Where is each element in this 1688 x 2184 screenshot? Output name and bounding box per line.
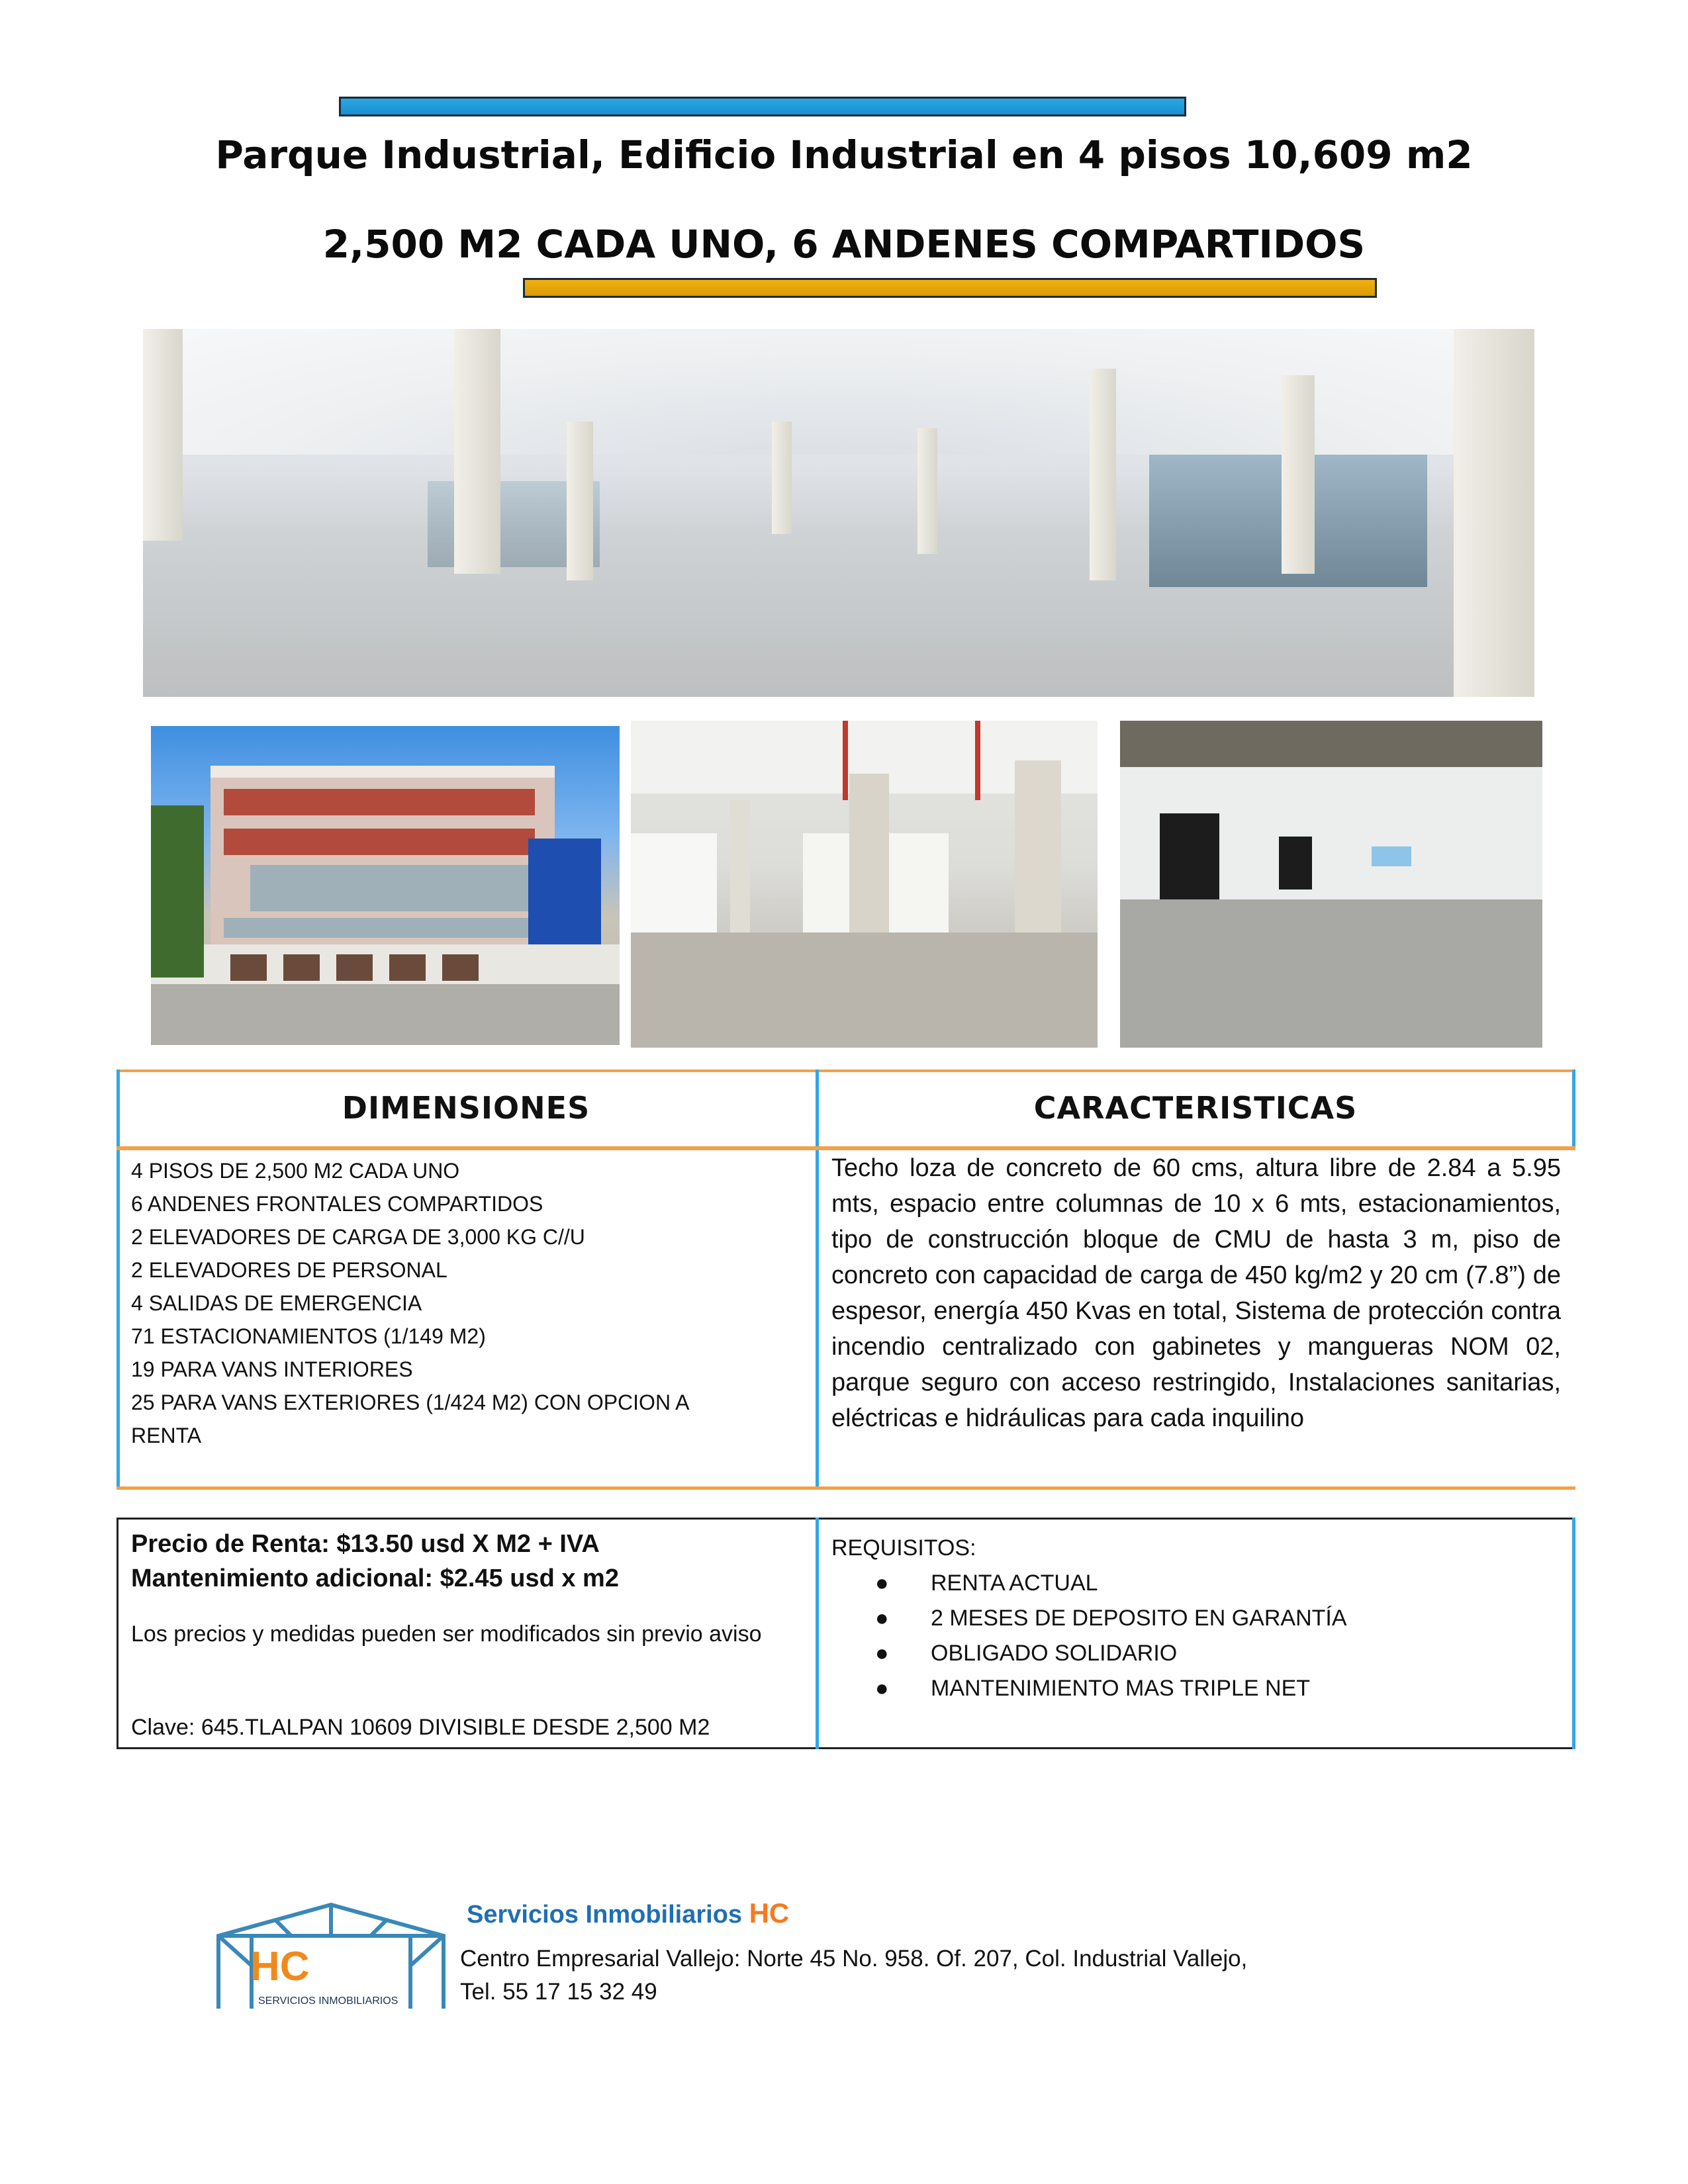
bullet-icon: ● <box>875 1570 889 1596</box>
dimensions-list <box>131 1154 793 1452</box>
blue-header-bar <box>339 97 1186 116</box>
building-exterior-photo <box>151 726 620 1045</box>
requirement-item: ● RENTA ACTUAL <box>831 1566 1347 1601</box>
rent-price: Precio de Renta: $13.50 usd X M2 + IVA <box>131 1530 600 1558</box>
interior-hall-photo <box>1120 721 1542 1048</box>
features-table <box>117 1069 1575 1493</box>
logo-subtext: SERVICIOS INMOBILIARIOS <box>258 1995 399 2007</box>
logo-text: HC <box>250 1944 310 1989</box>
dimension-item: 2 ELEVADORES DE CARGA DE 3,000 KG C//U <box>131 1225 585 1249</box>
dimension-item: 4 SALIDAS DE EMERGENCIA <box>131 1291 422 1315</box>
company-logo <box>212 1899 450 2012</box>
dimension-item: 25 PARA VANS EXTERIORES (1/424 M2) CON OPCION A <box>131 1390 690 1414</box>
price-note: Los precios y medidas pueden ser modificados sin previo aviso <box>131 1621 762 1647</box>
requirements-title: REQUISITOS: <box>831 1535 976 1561</box>
company-hc: HC <box>749 1897 790 1929</box>
maintenance-price: Mantenimiento adicional: $2.45 usd x m2 <box>131 1565 619 1592</box>
dimensiones-header: DIMENSIONES <box>342 1090 590 1126</box>
dimension-item: 71 ESTACIONAMIENTOS (1/149 M2) <box>131 1324 486 1348</box>
price-block <box>131 1527 619 1596</box>
requirement-item: ● 2 MESES DE DEPOSITO EN GARANTÍA <box>831 1601 1347 1636</box>
panorama-interior-photo <box>143 329 1534 697</box>
gold-header-bar <box>523 278 1377 298</box>
property-key: Clave: 645.TLALPAN 10609 DIVISIBLE DESDE 2,500 M2 <box>131 1715 710 1740</box>
bullet-icon: ● <box>875 1606 889 1631</box>
company-phone: Tel. 55 17 15 32 49 <box>460 1979 657 2005</box>
dimension-item: RENTA <box>131 1424 202 1447</box>
caracteristicas-text: Techo loza de concreto de 60 cms, altura libre de 2.84 a 5.95 mts, espacio entre columnas de 10 x 6 mts, estacionamientos, tipo de construcción bloque de CMU de hasta 3 m, piso de concreto con capacidad de carga de 450 kg/m2 y 20 cm (7.8”) de espesor, energía 450 Kvas en total, Sistema de protección contra incendio centralizado con gabinetes y mangueras NOM 02, parque seguro con acceso restringido, Instalaciones sanitarias, eléctricas e hidráulicas para cada inquilino <box>831 1154 1561 1432</box>
company-address-block <box>460 1942 1247 2009</box>
page-title: Parque Industrial, Edificio Industrial en 4 pisos 10,609 m2 <box>215 132 1473 177</box>
dimension-item: 2 ELEVADORES DE PERSONAL <box>131 1258 447 1282</box>
page-subtitle: 2,500 M2 CADA UNO, 6 ANDENES COMPARTIDOS <box>322 222 1366 267</box>
caracteristicas-header: CARACTERISTICAS <box>1033 1090 1358 1126</box>
requirements-block <box>831 1531 1347 1706</box>
company-name: Servicios Inmobiliarios HC <box>467 1897 790 1929</box>
dimension-item: 4 PISOS DE 2,500 M2 CADA UNO <box>131 1159 460 1183</box>
bullet-icon: ● <box>875 1641 889 1666</box>
requirement-item: ● MANTENIMIENTO MAS TRIPLE NET <box>831 1671 1347 1706</box>
interior-columns-photo <box>631 721 1098 1048</box>
pricing-table <box>117 1518 1575 1749</box>
bullet-icon: ● <box>875 1676 889 1701</box>
dimension-item: 6 ANDENES FRONTALES COMPARTIDOS <box>131 1192 543 1216</box>
requirement-item: ● OBLIGADO SOLIDARIO <box>831 1636 1347 1671</box>
dimension-item: 19 PARA VANS INTERIORES <box>131 1357 413 1381</box>
company-address: Centro Empresarial Vallejo: Norte 45 No. 958. Of. 207, Col. Industrial Vallejo, <box>460 1946 1248 1972</box>
